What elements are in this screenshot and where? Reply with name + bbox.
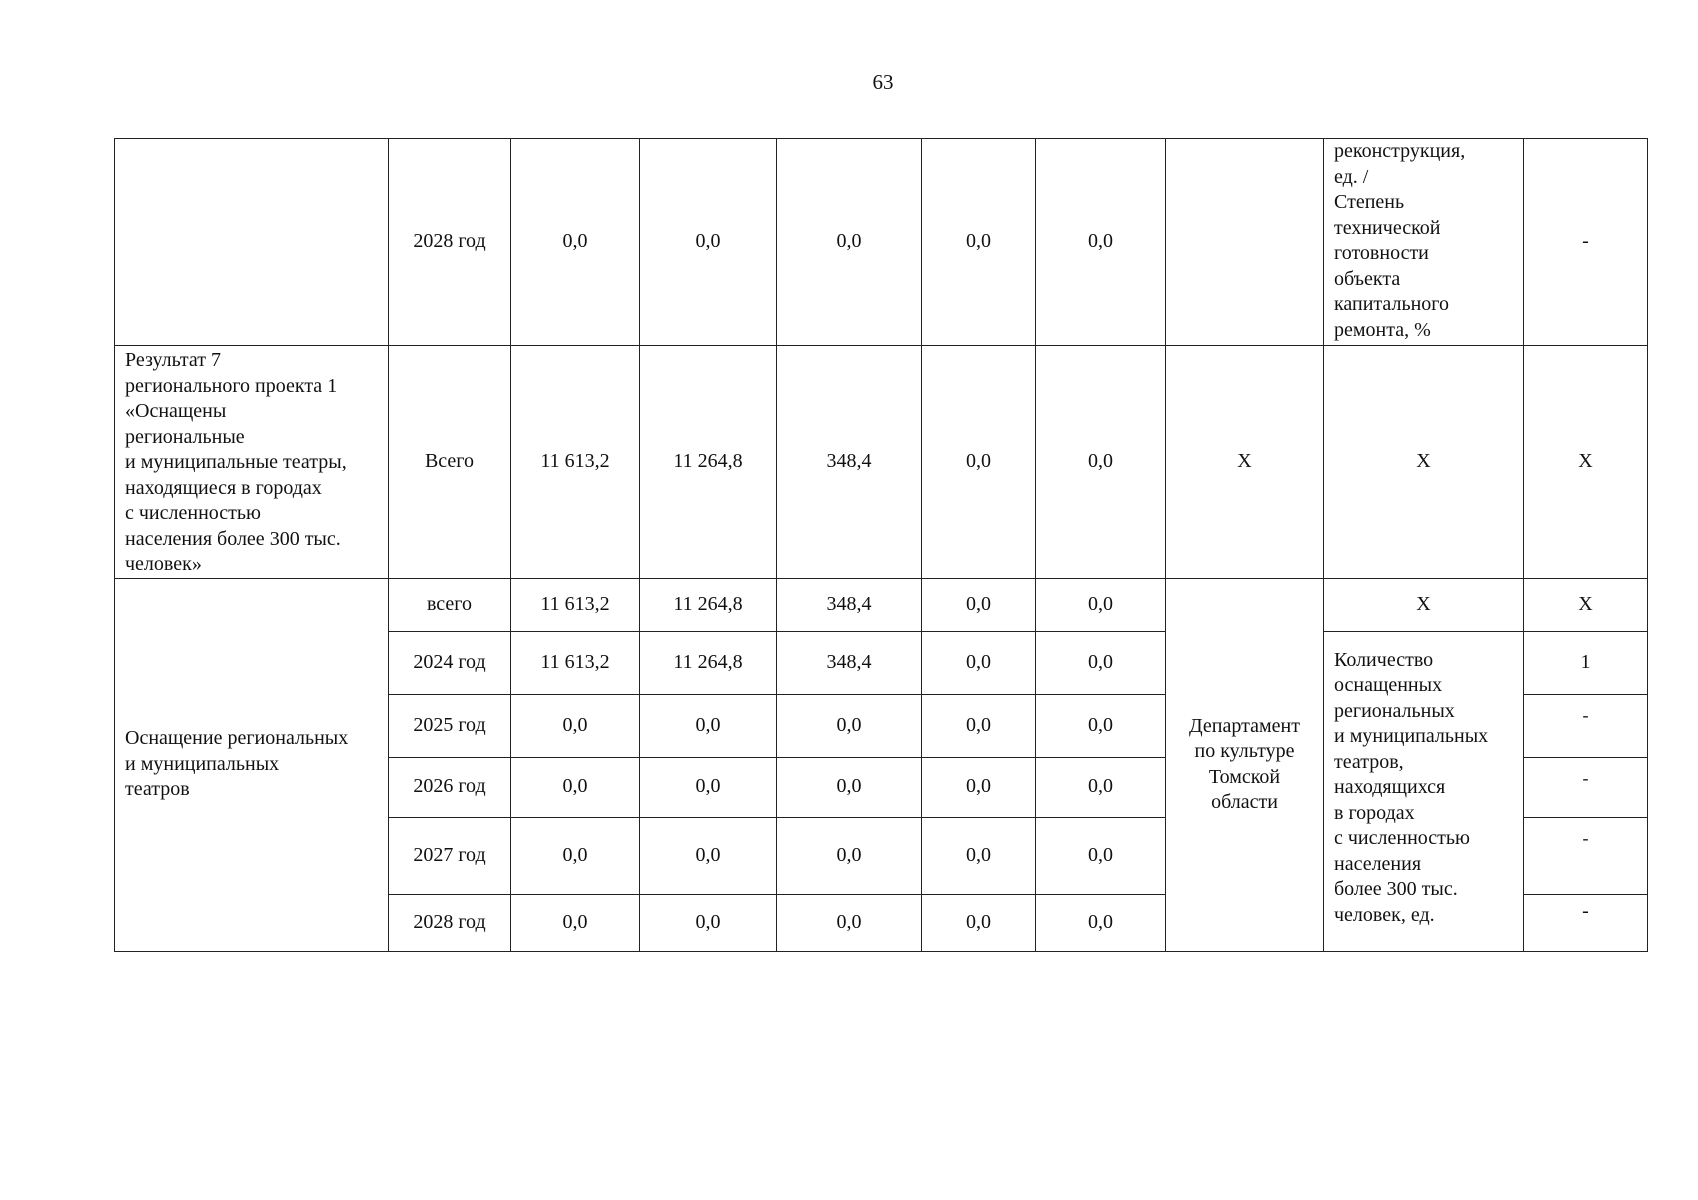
result-name-text: Результат 7 регионального проекта 1 «Оснащены региональные и муниципальные театры, находящиеся в городах с численностью населения более 300 тыс. человек» xyxy=(125,349,347,575)
other-sources-cell: 0,0 xyxy=(1036,139,1166,346)
indicator-name-cell: Х xyxy=(1324,578,1524,631)
indicator-value-cell: Х xyxy=(1524,578,1648,631)
financing-table xyxy=(114,138,1648,952)
local-budget-cell: 0,0 xyxy=(922,631,1036,694)
indicator-value-cell: - xyxy=(1524,757,1648,817)
federal-budget-cell: 0,0 xyxy=(640,757,777,817)
other-sources-cell: 0,0 xyxy=(1036,757,1166,817)
executor-cell xyxy=(1166,578,1324,951)
indicator-name-cell xyxy=(1324,631,1524,951)
indicator-name-cell xyxy=(1324,139,1524,346)
regional-budget-cell: 348,4 xyxy=(777,578,922,631)
event-name-text: Оснащение региональных и муниципальных театров xyxy=(125,727,349,801)
total-cell: 0,0 xyxy=(511,757,640,817)
other-sources-cell: 0,0 xyxy=(1036,817,1166,894)
other-sources-cell: 0,0 xyxy=(1036,631,1166,694)
other-sources-cell: 0,0 xyxy=(1036,346,1166,579)
indicator-value-cell: - xyxy=(1524,894,1648,951)
event-name-cell xyxy=(115,578,389,951)
total-cell: 0,0 xyxy=(511,817,640,894)
local-budget-cell: 0,0 xyxy=(922,578,1036,631)
federal-budget-cell: 11 264,8 xyxy=(640,631,777,694)
year-cell: 2028 год xyxy=(389,894,511,951)
local-budget-cell: 0,0 xyxy=(922,757,1036,817)
indicator-name-text: реконструкция, ед. / Степень технической готовности объекта капитального ремонта, % xyxy=(1334,140,1466,341)
year-cell: 2024 год xyxy=(389,631,511,694)
local-budget-cell: 0,0 xyxy=(922,139,1036,346)
federal-budget-cell: 0,0 xyxy=(640,139,777,346)
federal-budget-cell: 0,0 xyxy=(640,817,777,894)
total-cell: 0,0 xyxy=(511,894,640,951)
indicator-value-cell: 1 xyxy=(1524,631,1648,694)
regional-budget-cell: 348,4 xyxy=(777,631,922,694)
regional-budget-cell: 0,0 xyxy=(777,757,922,817)
indicator-name-text: Количество оснащенных региональных и муниципальных театров, находящихся в городах с численностью населения более 300 тыс. человек, ед. xyxy=(1334,648,1489,926)
table-row xyxy=(115,578,1648,631)
year-cell: всего xyxy=(389,578,511,631)
federal-budget-cell: 11 264,8 xyxy=(640,346,777,579)
executor-text: Департамент по культуре Томской области xyxy=(1189,714,1300,813)
indicator-value-cell: - xyxy=(1524,817,1648,894)
local-budget-cell: 0,0 xyxy=(922,817,1036,894)
total-cell: 11 613,2 xyxy=(511,346,640,579)
other-sources-cell: 0,0 xyxy=(1036,694,1166,757)
table-row xyxy=(115,346,1648,579)
local-budget-cell: 0,0 xyxy=(922,346,1036,579)
local-budget-cell: 0,0 xyxy=(922,894,1036,951)
table-row xyxy=(115,139,1648,346)
year-cell: 2026 год xyxy=(389,757,511,817)
total-cell: 0,0 xyxy=(511,139,640,346)
year-cell: 2027 год xyxy=(389,817,511,894)
regional-budget-cell: 0,0 xyxy=(777,817,922,894)
federal-budget-cell: 11 264,8 xyxy=(640,578,777,631)
indicator-value-cell: - xyxy=(1524,694,1648,757)
year-cell: Всего xyxy=(389,346,511,579)
year-cell: 2025 год xyxy=(389,694,511,757)
other-sources-cell: 0,0 xyxy=(1036,894,1166,951)
federal-budget-cell: 0,0 xyxy=(640,694,777,757)
executor-cell xyxy=(1166,139,1324,346)
regional-budget-cell: 0,0 xyxy=(777,694,922,757)
local-budget-cell: 0,0 xyxy=(922,694,1036,757)
total-cell: 11 613,2 xyxy=(511,631,640,694)
year-cell: 2028 год xyxy=(389,139,511,346)
total-cell: 11 613,2 xyxy=(511,578,640,631)
other-sources-cell: 0,0 xyxy=(1036,578,1166,631)
result-name-cell xyxy=(115,346,389,579)
regional-budget-cell: 0,0 xyxy=(777,139,922,346)
event-name-cell xyxy=(115,139,389,346)
indicator-value-cell: - xyxy=(1524,139,1648,346)
indicator-value-cell: Х xyxy=(1524,346,1648,579)
executor-cell: Х xyxy=(1166,346,1324,579)
regional-budget-cell: 348,4 xyxy=(777,346,922,579)
indicator-name-cell: Х xyxy=(1324,346,1524,579)
page-number: 63 xyxy=(872,70,894,94)
regional-budget-cell: 0,0 xyxy=(777,894,922,951)
federal-budget-cell: 0,0 xyxy=(640,894,777,951)
total-cell: 0,0 xyxy=(511,694,640,757)
